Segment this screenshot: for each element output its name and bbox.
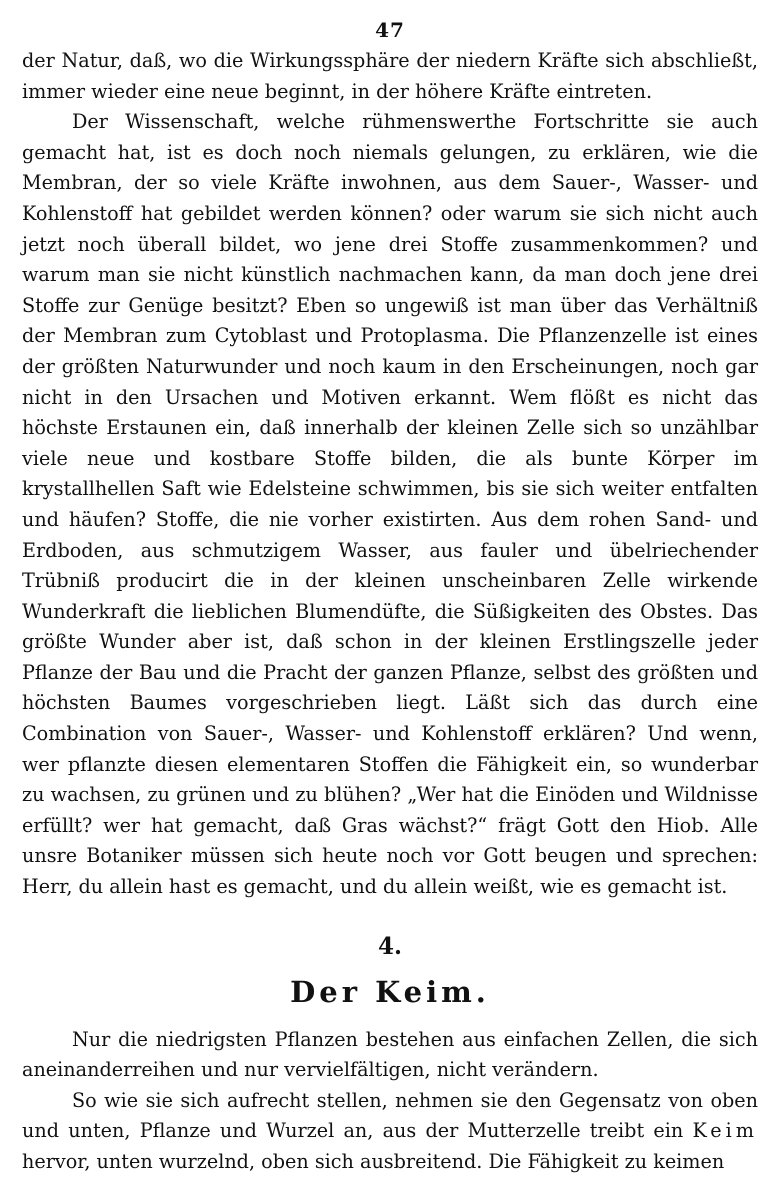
germ-emphasis: Keim [692,1119,758,1143]
paragraph-science: Der Wissenschaft, welche rühmenswerthe Fortschritte sie auch gemacht hat, ist es doch noch niemals gelungen, zu erklären, wie die Membran, der so viele Kräfte inwohnen, aus dem Sauer-, Wasser- und Kohlenstoff hat gebildet werden können? oder warum sie sich nicht auch jetzt noch überall bildet, wo jene drei Stoffe zusammenkommen? und warum man sie nicht künstlich nachmachen kann, da man doch jene drei Stoffe zur Genüge besitzt? Eben so ungewiß ist man über das Verhältniß der Membran zum Cytoblast und Protoplasma. Die Pflanzenzelle ist eines der größten Naturwunder und noch kaum in den Erscheinungen, noch gar nicht in den Ursachen und Motiven erkannt. Wem flößt es nicht das höchste Erstaunen ein, daß innerhalb der kleinen Zelle sich so unzählbar viele neue und kostbare Stoffe bilden, die als bunte Körper im krystallhellen Saft wie Edelsteine schwimmen, bis sie sich weiter entfalten und häufen? Stoffe, die nie vorher existirten. Aus dem rohen Sand- und Erdboden, aus schmutzigem Wasser, aus fauler und übelriechender Trübniß producirt die in der kleinen unscheinbaren Zelle wirkende Wunderkraft die lieblichen Blumendüfte, die Süßigkeiten des Obstes. Das größte Wunder aber ist, daß schon in der kleinen Erstlingszelle jeder Pflanze der Bau und die Pracht der ganzen Pflanze, selbst des größten und höchsten Baumes vorgeschrieben liegt. Läßt sich das durch eine Combination von Sauer-, Wasser- und Kohlenstoff erklären? Und wenn, wer pflanzte diesen elementaren Stoffen die Fähigkeit ein, so wunderbar zu wachsen, zu grünen und zu blühen? „Wer hat die Einöden und Wildnisse erfüllt? wer hat gemacht, daß Gras wächst?“ frägt Gott den Hiob. Alle unsre Botaniker müssen sich heute noch vor Gott beugen und sprechen: Herr, du allein hast es gemacht, und du allein weißt, wie es gemacht ist. [22,110,758,899]
page-number: 47 [375,18,405,42]
section-number: 4. [377,932,402,960]
germ-text-before: So wie sie sich aufrecht stellen, nehmen sie den Gegensatz von oben und unten, Pflanze und Wurzel an, aus der Mutterzelle treibt ein [22,1088,758,1143]
section-title: Der Keim. [290,974,490,1009]
book-page [22,14,758,1178]
paragraph-simple-plants: Nur die niedrigsten Pflanzen bestehen aus einfachen Zellen, die sich aneinanderreihen und nur vervielfältigen, nicht verändern. [22,1027,758,1082]
germ-text-after: hervor, unten wurzelnd, oben sich ausbreitend. Die Fähigkeit zu keimen [22,1150,725,1173]
paragraph-germ [22,1086,758,1178]
paragraph-continuation: der Natur, daß, wo die Wirkungssphäre der niedern Kräfte sich abschließt, immer wieder eine neue beginnt, in der höhere Kräfte eintreten. [22,49,758,103]
